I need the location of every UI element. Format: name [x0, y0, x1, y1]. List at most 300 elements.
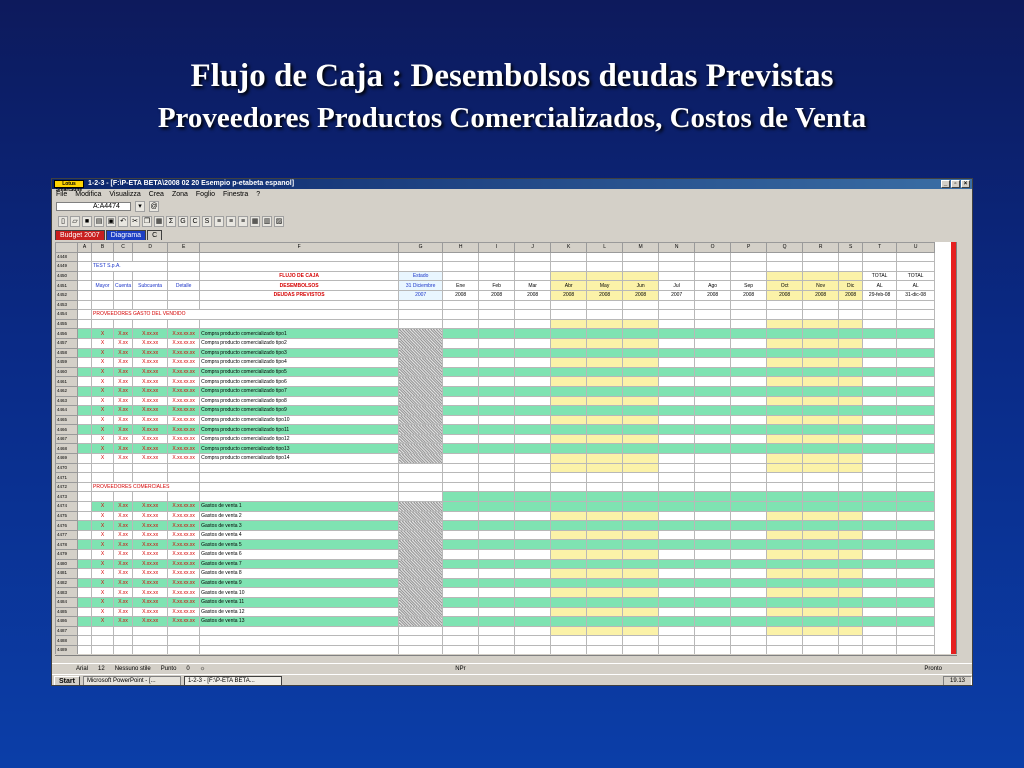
grid-cell[interactable]	[767, 530, 803, 540]
grid-cell[interactable]	[897, 444, 935, 454]
grid-cell[interactable]	[623, 463, 659, 473]
grid-cell[interactable]	[168, 290, 200, 300]
row-number[interactable]: 4475	[56, 511, 78, 521]
grid-cell[interactable]	[731, 578, 767, 588]
menu-item[interactable]: Finestra	[222, 191, 249, 198]
grid-cell[interactable]	[479, 492, 515, 502]
grid-cell[interactable]: Estado	[399, 271, 443, 281]
grid-cell[interactable]	[731, 434, 767, 444]
grid-cell[interactable]	[168, 645, 200, 654]
grid-cell[interactable]	[479, 415, 515, 425]
grid-cell[interactable]	[623, 482, 659, 492]
grid-cell[interactable]	[803, 271, 839, 281]
grid-cell[interactable]	[200, 262, 399, 272]
grid-cell[interactable]	[839, 550, 863, 560]
grid-cell[interactable]	[839, 377, 863, 387]
grid-cell[interactable]	[587, 492, 623, 502]
grid-cell[interactable]	[78, 329, 92, 339]
grid-cell[interactable]: X	[92, 406, 114, 416]
grid-cell[interactable]	[839, 597, 863, 607]
grid-cell[interactable]	[587, 569, 623, 579]
grid-cell[interactable]	[695, 319, 731, 329]
grid-cell[interactable]	[200, 636, 399, 646]
grid-cell[interactable]	[200, 252, 399, 262]
grid-cell[interactable]	[515, 252, 551, 262]
grid-cell[interactable]	[803, 262, 839, 272]
decimals-selector[interactable]: 0	[186, 665, 190, 672]
grid-cell[interactable]	[839, 607, 863, 617]
grid-cell[interactable]	[443, 645, 479, 654]
grid-cell[interactable]	[839, 569, 863, 579]
sheet-tab[interactable]: Budget 2007	[55, 230, 105, 240]
grid-cell[interactable]: X	[92, 502, 114, 512]
grid-cell[interactable]	[839, 310, 863, 320]
align-left-icon[interactable]: ≡	[214, 216, 224, 227]
column-header[interactable]: L	[587, 243, 623, 253]
grid-cell[interactable]	[803, 406, 839, 416]
grid-cell[interactable]	[695, 454, 731, 464]
grid-cell[interactable]	[114, 463, 133, 473]
grid-cell[interactable]	[92, 271, 114, 281]
task-powerpoint[interactable]: Microsoft PowerPoint - [...	[83, 676, 181, 687]
grid-cell[interactable]: X.xx.xx.xx	[168, 454, 200, 464]
grid-cell[interactable]	[399, 645, 443, 654]
grid-cell[interactable]	[803, 396, 839, 406]
column-header[interactable]: T	[863, 243, 897, 253]
grid-cell[interactable]	[78, 463, 92, 473]
grid-cell[interactable]	[399, 252, 443, 262]
grid-cell[interactable]	[399, 348, 443, 358]
grid-cell[interactable]	[587, 473, 623, 483]
grid-cell[interactable]	[695, 386, 731, 396]
preview-icon[interactable]: ▣	[107, 217, 115, 225]
grid-cell[interactable]	[551, 626, 587, 636]
grid-cell[interactable]	[78, 540, 92, 550]
grid-cell[interactable]	[767, 262, 803, 272]
grid-cell[interactable]	[515, 338, 551, 348]
grid-cell[interactable]	[479, 530, 515, 540]
grid-cell[interactable]	[399, 386, 443, 396]
grid-cell[interactable]	[479, 434, 515, 444]
grid-cell[interactable]	[479, 377, 515, 387]
grid-cell[interactable]	[515, 636, 551, 646]
grid-cell[interactable]	[623, 329, 659, 339]
row-number[interactable]: 4451	[56, 281, 78, 291]
grid-cell[interactable]: X.xx.xx.xx	[168, 597, 200, 607]
grid-cell[interactable]	[587, 502, 623, 512]
grid-cell[interactable]	[659, 358, 695, 368]
grid-cell[interactable]	[897, 559, 935, 569]
grid-cell[interactable]	[803, 377, 839, 387]
grid-cell[interactable]	[839, 396, 863, 406]
grid-cell[interactable]	[863, 425, 897, 435]
grid-cell[interactable]	[479, 425, 515, 435]
grid-cell[interactable]	[839, 540, 863, 550]
grid-cell[interactable]	[168, 262, 200, 272]
grid-cell[interactable]: X.xx.xx	[133, 578, 168, 588]
grid-cell[interactable]: X.xx	[114, 530, 133, 540]
grid-cell[interactable]: X	[92, 386, 114, 396]
grid-cell[interactable]	[623, 367, 659, 377]
grid-cell[interactable]	[839, 386, 863, 396]
grid-cell[interactable]	[78, 406, 92, 416]
grid-cell[interactable]: X.xx	[114, 559, 133, 569]
grid-cell[interactable]: X.xx.xx.xx	[168, 377, 200, 387]
grid-cell[interactable]: X	[92, 521, 114, 531]
grid-cell[interactable]	[731, 425, 767, 435]
grid-cell[interactable]: X.xx.xx	[133, 329, 168, 339]
row-number[interactable]: 4489	[56, 645, 78, 654]
grid-cell[interactable]	[92, 252, 114, 262]
grid-cell[interactable]	[767, 482, 803, 492]
grid-cell[interactable]: X.xx.xx.xx	[168, 530, 200, 540]
grid-cell[interactable]	[863, 626, 897, 636]
grid-cell[interactable]	[551, 482, 587, 492]
grid-cell[interactable]: 2008	[623, 290, 659, 300]
grid-cell[interactable]	[863, 319, 897, 329]
row-number[interactable]: 4462	[56, 386, 78, 396]
grid-cell[interactable]: X.xx.xx.xx	[168, 415, 200, 425]
grid-cell[interactable]	[897, 511, 935, 521]
grid-cell[interactable]	[515, 434, 551, 444]
grid-cell[interactable]: 2007	[659, 290, 695, 300]
grid-cell[interactable]	[897, 329, 935, 339]
grid-cell[interactable]	[443, 511, 479, 521]
grid-cell[interactable]	[443, 367, 479, 377]
menu-item[interactable]: Visualizza	[109, 191, 141, 198]
font-size-selector[interactable]: 12	[98, 665, 105, 672]
sheet-tab[interactable]: Diagrama	[106, 230, 146, 240]
grid-cell[interactable]	[78, 358, 92, 368]
grid-cell[interactable]	[479, 588, 515, 598]
grid-cell[interactable]	[803, 300, 839, 310]
column-header[interactable]: F	[200, 243, 399, 253]
grid-cell[interactable]	[623, 444, 659, 454]
grid-cell[interactable]	[731, 338, 767, 348]
grid-cell[interactable]	[515, 377, 551, 387]
grid-cell[interactable]: Compra producto comercializado tipo1	[200, 329, 399, 339]
grid-cell[interactable]	[399, 550, 443, 560]
grid-cell[interactable]	[587, 530, 623, 540]
grid-cell[interactable]	[515, 300, 551, 310]
grid-cell[interactable]	[767, 569, 803, 579]
grid-cell[interactable]: 2008	[551, 290, 587, 300]
grid-cell[interactable]	[695, 597, 731, 607]
minimize-button[interactable]: _	[941, 180, 950, 188]
grid-cell[interactable]	[731, 396, 767, 406]
grid-cell[interactable]	[731, 492, 767, 502]
grid-cell[interactable]	[803, 482, 839, 492]
column-header[interactable]: M	[623, 243, 659, 253]
grid-cell[interactable]	[897, 348, 935, 358]
grid-cell[interactable]	[897, 425, 935, 435]
grid-cell[interactable]: X.xx.xx	[133, 386, 168, 396]
grid-cell[interactable]: May	[587, 281, 623, 291]
corner-cell[interactable]	[56, 243, 78, 253]
grid-cell[interactable]	[767, 425, 803, 435]
grid-cell[interactable]	[78, 377, 92, 387]
column-header[interactable]: H	[443, 243, 479, 253]
grid-cell[interactable]: 2008	[587, 290, 623, 300]
grid-cell[interactable]	[695, 262, 731, 272]
grid-cell[interactable]	[897, 607, 935, 617]
grid-cell[interactable]	[443, 607, 479, 617]
grid-cell[interactable]: X.xx.xx	[133, 367, 168, 377]
grid-cell[interactable]	[515, 559, 551, 569]
grid-cell[interactable]	[767, 348, 803, 358]
grid-cell[interactable]: X.xx.xx	[133, 425, 168, 435]
grid-cell[interactable]	[443, 434, 479, 444]
grid-cell[interactable]: X.xx.xx.xx	[168, 358, 200, 368]
grid-cell[interactable]: X.xx	[114, 358, 133, 368]
grid-cell[interactable]	[78, 310, 92, 320]
grid-cell[interactable]	[897, 262, 935, 272]
grid-cell[interactable]	[767, 636, 803, 646]
grid-cell[interactable]	[399, 569, 443, 579]
grid-cell[interactable]	[767, 511, 803, 521]
grid-cell[interactable]	[897, 502, 935, 512]
grid-cell[interactable]: X.xx.xx	[133, 444, 168, 454]
grid-cell[interactable]: Compra producto comercializado tipo3	[200, 348, 399, 358]
grid-cell[interactable]: X.xx	[114, 415, 133, 425]
grid-cell[interactable]	[863, 607, 897, 617]
grid-cell[interactable]	[863, 386, 897, 396]
grid-cell[interactable]	[731, 319, 767, 329]
grid-cell[interactable]	[731, 502, 767, 512]
grid-cell[interactable]	[114, 645, 133, 654]
grid-cell[interactable]: Oct	[767, 281, 803, 291]
grid-cell[interactable]	[731, 588, 767, 598]
grid-cell[interactable]: Gastos de venta 6	[200, 550, 399, 560]
grid-cell[interactable]	[731, 645, 767, 654]
grid-cell[interactable]	[659, 617, 695, 627]
grid-cell[interactable]	[839, 588, 863, 598]
grid-cell[interactable]	[479, 406, 515, 416]
grid-cell[interactable]	[767, 597, 803, 607]
grid-cell[interactable]	[897, 463, 935, 473]
grid-cell[interactable]	[399, 377, 443, 387]
grid-cell[interactable]	[551, 559, 587, 569]
grid-cell[interactable]: Gastos de venta 1	[200, 502, 399, 512]
grid-cell[interactable]	[767, 271, 803, 281]
grid-cell[interactable]	[587, 482, 623, 492]
grid-cell[interactable]: X.xx	[114, 386, 133, 396]
grid-cell[interactable]	[587, 386, 623, 396]
grid-cell[interactable]	[659, 319, 695, 329]
column-header[interactable]: C	[114, 243, 133, 253]
grid-cell[interactable]	[839, 444, 863, 454]
grid-cell[interactable]: Jul	[659, 281, 695, 291]
grid-cell[interactable]	[587, 358, 623, 368]
grid-cell[interactable]	[443, 492, 479, 502]
grid-cell[interactable]	[623, 530, 659, 540]
grid-cell[interactable]	[659, 597, 695, 607]
row-number[interactable]: 4460	[56, 367, 78, 377]
grid-cell[interactable]	[659, 502, 695, 512]
grid-cell[interactable]	[78, 492, 92, 502]
column-header[interactable]: A	[78, 243, 92, 253]
grid-cell[interactable]	[659, 262, 695, 272]
grid-cell[interactable]	[731, 252, 767, 262]
grid-cell[interactable]	[897, 569, 935, 579]
grid-cell[interactable]	[78, 415, 92, 425]
grid-cell[interactable]	[551, 511, 587, 521]
grid-cell[interactable]	[803, 597, 839, 607]
grid-cell[interactable]: X.xx.xx.xx	[168, 396, 200, 406]
grid-cell[interactable]: X.xx.xx	[133, 597, 168, 607]
grid-cell[interactable]	[803, 530, 839, 540]
grid-cell[interactable]	[133, 492, 168, 502]
grid-cell[interactable]	[78, 569, 92, 579]
new-file-icon[interactable]: ▯	[58, 216, 68, 227]
grid-cell[interactable]	[587, 396, 623, 406]
grid-cell[interactable]	[863, 348, 897, 358]
grid-cell[interactable]	[731, 463, 767, 473]
grid-cell[interactable]: X.xx.xx.xx	[168, 559, 200, 569]
row-number[interactable]: 4472	[56, 482, 78, 492]
grid-cell[interactable]	[803, 310, 839, 320]
grid-cell[interactable]	[839, 425, 863, 435]
grid-cell[interactable]	[659, 310, 695, 320]
grid-cell[interactable]: X.xx.xx	[133, 607, 168, 617]
grid-cell[interactable]	[443, 377, 479, 387]
grid-cell[interactable]	[863, 502, 897, 512]
grid-cell[interactable]: DEUDAS PREVISTOS	[200, 290, 399, 300]
grid-cell[interactable]	[839, 617, 863, 627]
grid-cell[interactable]	[551, 415, 587, 425]
grid-cell[interactable]	[659, 367, 695, 377]
grid-cell[interactable]	[133, 626, 168, 636]
grid-cell[interactable]	[897, 540, 935, 550]
grid-cell[interactable]	[399, 310, 443, 320]
grid-cell[interactable]	[443, 569, 479, 579]
grid-cell[interactable]	[515, 540, 551, 550]
grid-cell[interactable]	[623, 578, 659, 588]
grid-cell[interactable]	[78, 559, 92, 569]
grid-cell[interactable]	[551, 645, 587, 654]
grid-cell[interactable]	[551, 444, 587, 454]
grid-cell[interactable]: 2008	[515, 290, 551, 300]
grid-cell[interactable]	[78, 396, 92, 406]
grid-cell[interactable]	[659, 348, 695, 358]
vertical-scrollbar[interactable]	[956, 242, 966, 654]
grid-cell[interactable]: X	[92, 607, 114, 617]
grid-cell[interactable]	[168, 492, 200, 502]
grid-cell[interactable]	[551, 300, 587, 310]
row-number[interactable]: 4463	[56, 396, 78, 406]
grid-cell[interactable]	[731, 511, 767, 521]
grid-cell[interactable]	[767, 252, 803, 262]
column-header[interactable]: K	[551, 243, 587, 253]
grid-cell[interactable]	[479, 386, 515, 396]
grid-cell[interactable]	[897, 530, 935, 540]
grid-cell[interactable]	[92, 290, 114, 300]
grid-cell[interactable]	[78, 281, 92, 291]
row-number[interactable]: 4459	[56, 358, 78, 368]
grid-cell[interactable]	[897, 377, 935, 387]
grid-cell[interactable]: X.xx.xx	[133, 434, 168, 444]
grid-cell[interactable]	[587, 597, 623, 607]
grid-cell[interactable]	[803, 338, 839, 348]
grid-cell[interactable]	[695, 367, 731, 377]
grid-cell[interactable]	[803, 319, 839, 329]
grid-cell[interactable]: X	[92, 358, 114, 368]
grid-cell[interactable]	[515, 645, 551, 654]
bulb-icon[interactable]: ☼	[199, 665, 206, 672]
grid-cell[interactable]	[443, 386, 479, 396]
grid-cell[interactable]	[551, 463, 587, 473]
grid-cell[interactable]	[78, 367, 92, 377]
grid-cell[interactable]: X.xx	[114, 569, 133, 579]
grid-cell[interactable]: X.xx.xx.xx	[168, 521, 200, 531]
grid-cell[interactable]: X.xx.xx	[133, 559, 168, 569]
grid-cell[interactable]	[551, 406, 587, 416]
grid-cell[interactable]: X.xx.xx.xx	[168, 348, 200, 358]
grid-cell[interactable]	[897, 645, 935, 654]
grid-cell[interactable]	[78, 636, 92, 646]
grid-cell[interactable]	[863, 511, 897, 521]
grid-cell[interactable]	[168, 252, 200, 262]
grid-cell[interactable]	[863, 252, 897, 262]
grid-cell[interactable]: X	[92, 454, 114, 464]
grid-cell[interactable]: X.xx.xx	[133, 358, 168, 368]
grid-cell[interactable]	[803, 578, 839, 588]
grid-cell[interactable]: X.xx.xx.xx	[168, 434, 200, 444]
align-right-icon[interactable]: ≡	[238, 216, 248, 227]
grid-cell[interactable]	[767, 463, 803, 473]
grid-cell[interactable]	[623, 377, 659, 387]
grid-cell[interactable]	[443, 463, 479, 473]
grid-cell[interactable]	[767, 617, 803, 627]
grid-cell[interactable]	[515, 358, 551, 368]
grid-cell[interactable]	[623, 358, 659, 368]
grid-cell[interactable]	[623, 300, 659, 310]
grid-cell[interactable]: 2008	[767, 290, 803, 300]
grid-cell[interactable]	[897, 396, 935, 406]
grid-cell[interactable]	[803, 454, 839, 464]
grid-cell[interactable]	[767, 578, 803, 588]
grid-cell[interactable]	[659, 252, 695, 262]
row-number[interactable]: 4480	[56, 559, 78, 569]
grid-cell[interactable]: Gastos de venta 8	[200, 569, 399, 579]
grid-cell[interactable]	[767, 559, 803, 569]
grid-cell[interactable]	[399, 511, 443, 521]
grid-cell[interactable]	[659, 569, 695, 579]
grid-cell[interactable]	[78, 434, 92, 444]
column-header[interactable]: S	[839, 243, 863, 253]
grid-cell[interactable]: 31 Diciembre	[399, 281, 443, 291]
grid-cell[interactable]	[551, 262, 587, 272]
grid-cell[interactable]	[863, 367, 897, 377]
grid-cell[interactable]	[623, 597, 659, 607]
grid-cell[interactable]	[731, 454, 767, 464]
grid-cell[interactable]	[479, 482, 515, 492]
grid-cell[interactable]	[731, 521, 767, 531]
grid-cell[interactable]	[443, 425, 479, 435]
grid-cell[interactable]	[133, 473, 168, 483]
grid-cell[interactable]	[803, 521, 839, 531]
grid-cell[interactable]	[479, 617, 515, 627]
grid-cell[interactable]	[659, 386, 695, 396]
grid-cell[interactable]	[78, 454, 92, 464]
grid-cell[interactable]: X.xx	[114, 578, 133, 588]
grid-cell[interactable]	[399, 444, 443, 454]
grid-cell[interactable]	[839, 329, 863, 339]
grid-cell[interactable]	[443, 300, 479, 310]
grid-cell[interactable]	[863, 482, 897, 492]
grid-cell[interactable]	[399, 319, 443, 329]
grid-cell[interactable]: Compra producto comercializado tipo11	[200, 425, 399, 435]
